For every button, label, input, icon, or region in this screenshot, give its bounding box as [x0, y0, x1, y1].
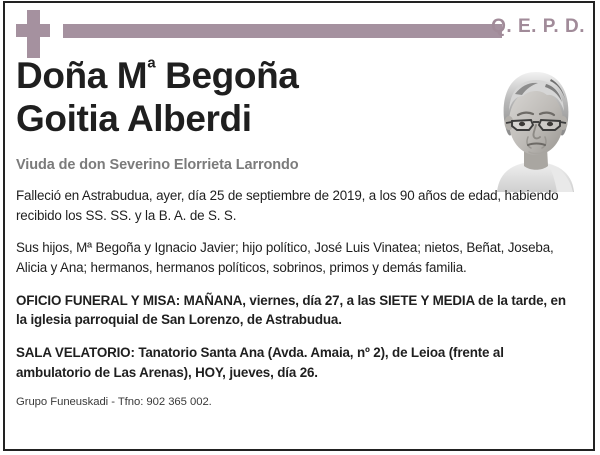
death-paragraph: Falleció en Astrabudua, ayer, día 25 de septiembre de 2019, a los 90 años de edad, habiendo recibido los SS. SS. y la B. A. de S. S.: [16, 187, 559, 223]
wake-room-paragraph: SALA VELATORIO: Tanatorio Santa Ana (Avda. Amaia, nº 2), de Leioa (frente al ambulatorio de Las Arenas), HOY, jueves, día 26.: [16, 345, 504, 380]
deceased-name-line-1: Doña $M^ª$ Begoña: [16, 55, 299, 96]
latin-cross-icon: [16, 10, 50, 58]
header-accent-rule: [63, 24, 502, 38]
family-paragraph: Sus hijos, Mª Begoña y Ignacio Javier; hijo político, José Luis Vinatea; nietos, Beñat, Joseba, Alicia y Ana; hermanos, hermanos políticos, sobrinos, primos y demás familia.: [16, 240, 554, 275]
cross-horizontal-bar: [16, 24, 50, 37]
notice-body: [16, 55, 593, 408]
obituary-notice-card: [3, 1, 595, 451]
funeral-home-footer: Grupo Funeuskadi - Tfno: 902 365 002.: [16, 396, 212, 409]
funeral-service-paragraph: OFICIO FUNERAL Y MISA: MAÑANA, viernes, día 27, a las SIETE Y MEDIA de la tarde, en la iglesia parroquial de San Lorenzo, de Astrabudua.: [16, 292, 566, 328]
notice-header: [5, 3, 593, 55]
deceased-name: [16, 55, 593, 141]
deceased-name-line-2: Goitia Alberdi: [16, 97, 252, 139]
ordinal-indicator: ª: [147, 55, 156, 82]
rest-in-peace-abbreviation: Q. E. P. D.: [491, 16, 585, 37]
spouse-line: Viuda de don Severino Elorrieta Larrondo: [16, 156, 299, 173]
